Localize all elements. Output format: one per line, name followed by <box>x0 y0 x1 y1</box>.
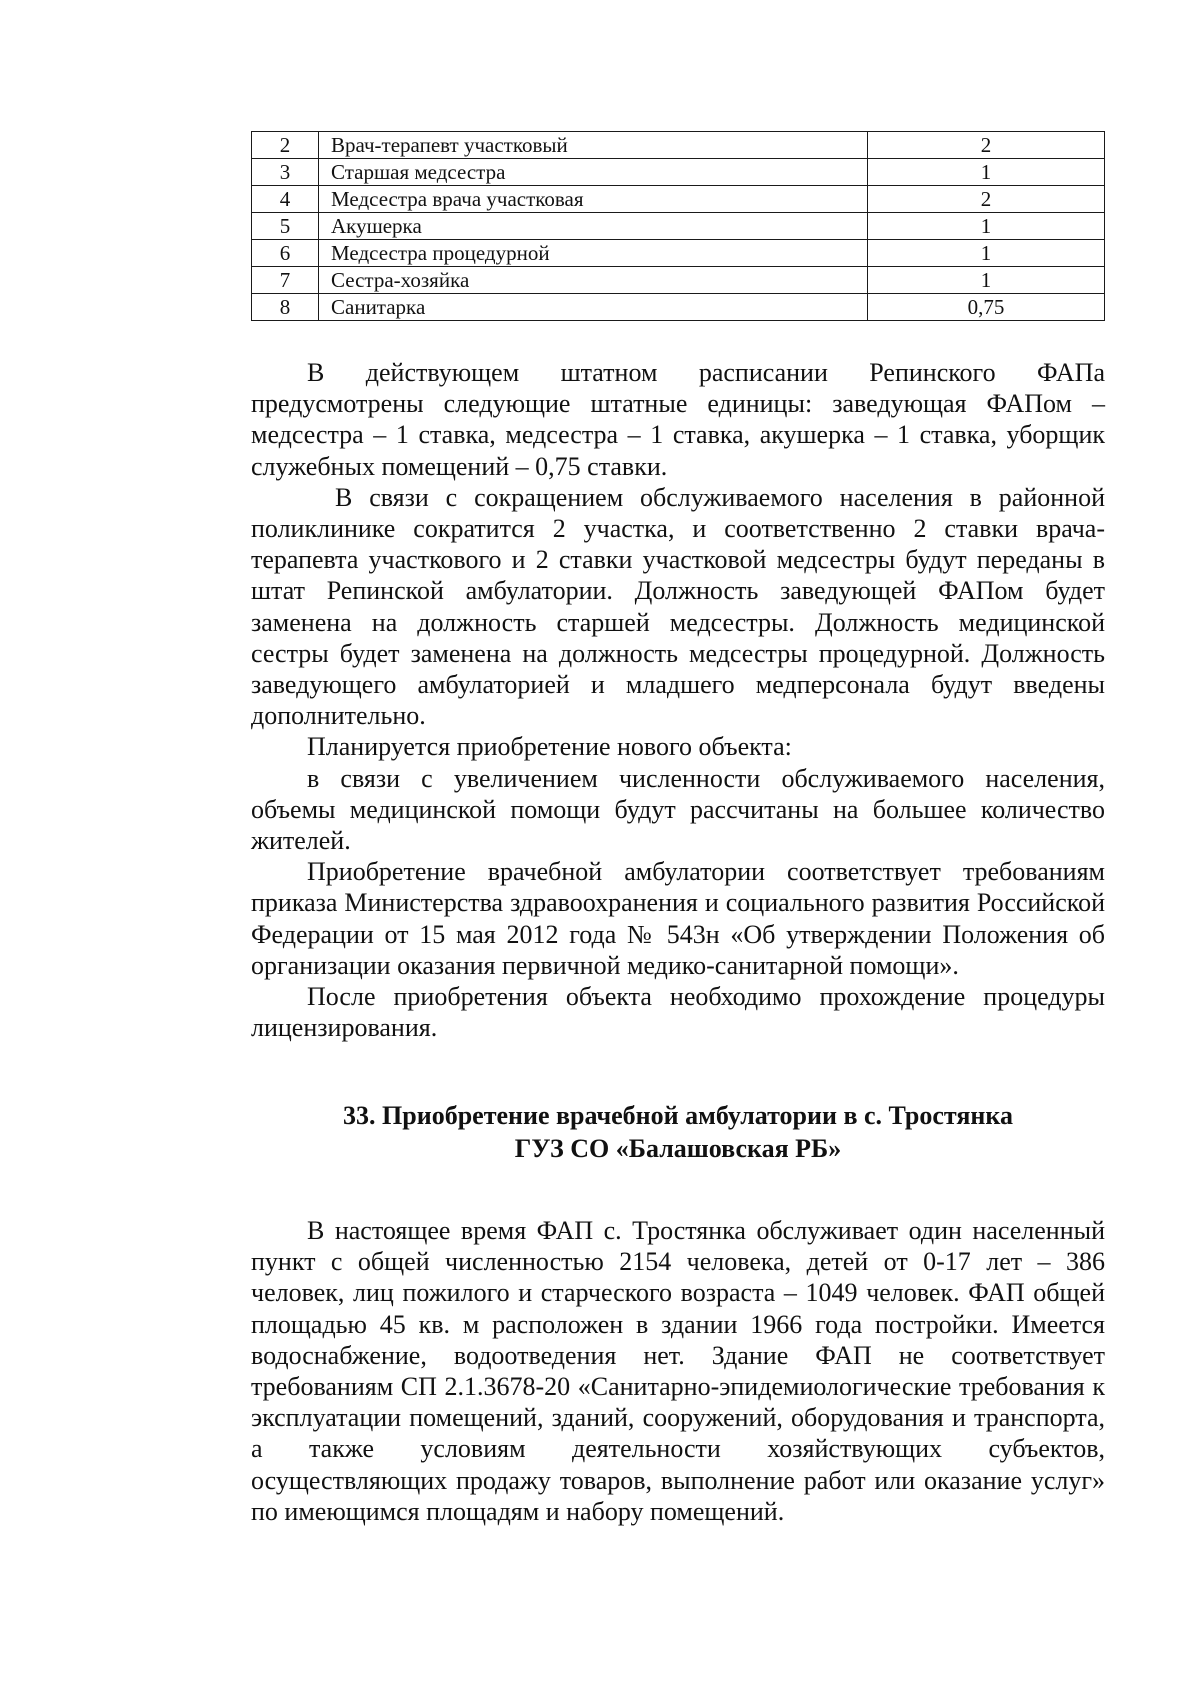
row-number: 5 <box>252 213 319 240</box>
table-row <box>252 240 1105 267</box>
section-text-block <box>251 1215 1105 1527</box>
position-quantity: 1 <box>868 267 1105 294</box>
staff-table <box>251 131 1105 321</box>
position-quantity: 2 <box>868 186 1105 213</box>
table-row <box>252 213 1105 240</box>
table-row <box>252 159 1105 186</box>
position-quantity: 1 <box>868 240 1105 267</box>
position-name: Старшая медсестра <box>319 159 868 186</box>
paragraph-reduction: В связи с сокращением обслуживаемого населения в районной поликлинике сократится 2 участка, и соответственно 2 ставки врача-терапевта участкового и 2 ставки участковой медсестры будут переданы в штат Репинской амбулатории. Должность заведующей ФАПом будет заменена на должность старшей медсестры. Должность медицинской сестры будет заменена на должность медсестры процедурной. Должность заведующего амбулаторией и младшего медперсонала будут введены дополнительно. <box>251 482 1105 731</box>
paragraph-staffing: В действующем штатном расписании Репинского ФАПа предусмотрены следующие штатные единицы: заведующая ФАПом – медсестра – 1 ставка, медсестра – 1 ставка, акушерка – 1 ставка, уборщик служебных помещений – 0,75 ставки. <box>251 358 1105 481</box>
position-quantity: 2 <box>868 132 1105 159</box>
row-number: 7 <box>252 267 319 294</box>
position-name: Акушерка <box>319 213 868 240</box>
section-heading-line1: 33. Приобретение врачебной амбулатории в с. Тростянка <box>343 1101 1013 1130</box>
row-number: 3 <box>252 159 319 186</box>
position-quantity: 0,75 <box>868 294 1105 321</box>
position-name: Медсестра процедурной <box>319 240 868 267</box>
section-heading <box>251 1099 1105 1165</box>
row-number: 4 <box>252 186 319 213</box>
row-number: 6 <box>252 240 319 267</box>
table-row <box>252 294 1105 321</box>
position-name: Врач-терапевт участковый <box>319 132 868 159</box>
paragraph-population: в связи с увеличением численности обслуживаемого населения, объемы медицинской помощи будут рассчитаны на большее количество жителей. <box>251 763 1105 856</box>
section-heading-line2: ГУЗ СО «Балашовская РБ» <box>514 1134 842 1163</box>
position-name: Сестра-хозяйка <box>319 267 868 294</box>
position-name: Медсестра врача участковая <box>319 186 868 213</box>
row-number: 2 <box>252 132 319 159</box>
paragraph-planned: Планируется приобретение нового объекта: <box>307 732 792 762</box>
paragraph-licensing: После приобретения объекта необходимо прохождение процедуры лицензирования. <box>251 982 1105 1043</box>
position-quantity: 1 <box>868 159 1105 186</box>
body-text-block <box>251 357 1105 1043</box>
table-row <box>252 186 1105 213</box>
position-quantity: 1 <box>868 213 1105 240</box>
row-number: 8 <box>252 294 319 321</box>
position-name: Санитарка <box>319 294 868 321</box>
table-row <box>252 132 1105 159</box>
table-row <box>252 267 1105 294</box>
paragraph-compliance: Приобретение врачебной амбулатории соответствует требованиям приказа Министерства здравоохранения и социального развития Российской Федерации от 15 мая 2012 года № 543н «Об утверждении Положения об организации оказания первичной медико-санитарной помощи». <box>251 857 1105 980</box>
paragraph-trostyanka: В настоящее время ФАП с. Тростянка обслуживает один населенный пункт с общей численностью 2154 человека, детей от 0-17 лет – 386 человек, лиц пожилого и старческого возраста – 1049 человек. ФАП общей площадью 45 кв. м расположен в здании 1966 года постройки. Имеется водоснабжение, водоотведения нет. Здание ФАП не соответствует требованиям СП 2.1.3678-20 «Санитарно-эпидемиологические требования к эксплуатации помещений, зданий, сооружений, оборудования и транспорта, а также условиям деятельности хозяйствующих субъектов, осуществляющих продажу товаров, выполнение работ или оказание услуг» по имеющимся площадям и набору помещений. <box>251 1216 1105 1526</box>
